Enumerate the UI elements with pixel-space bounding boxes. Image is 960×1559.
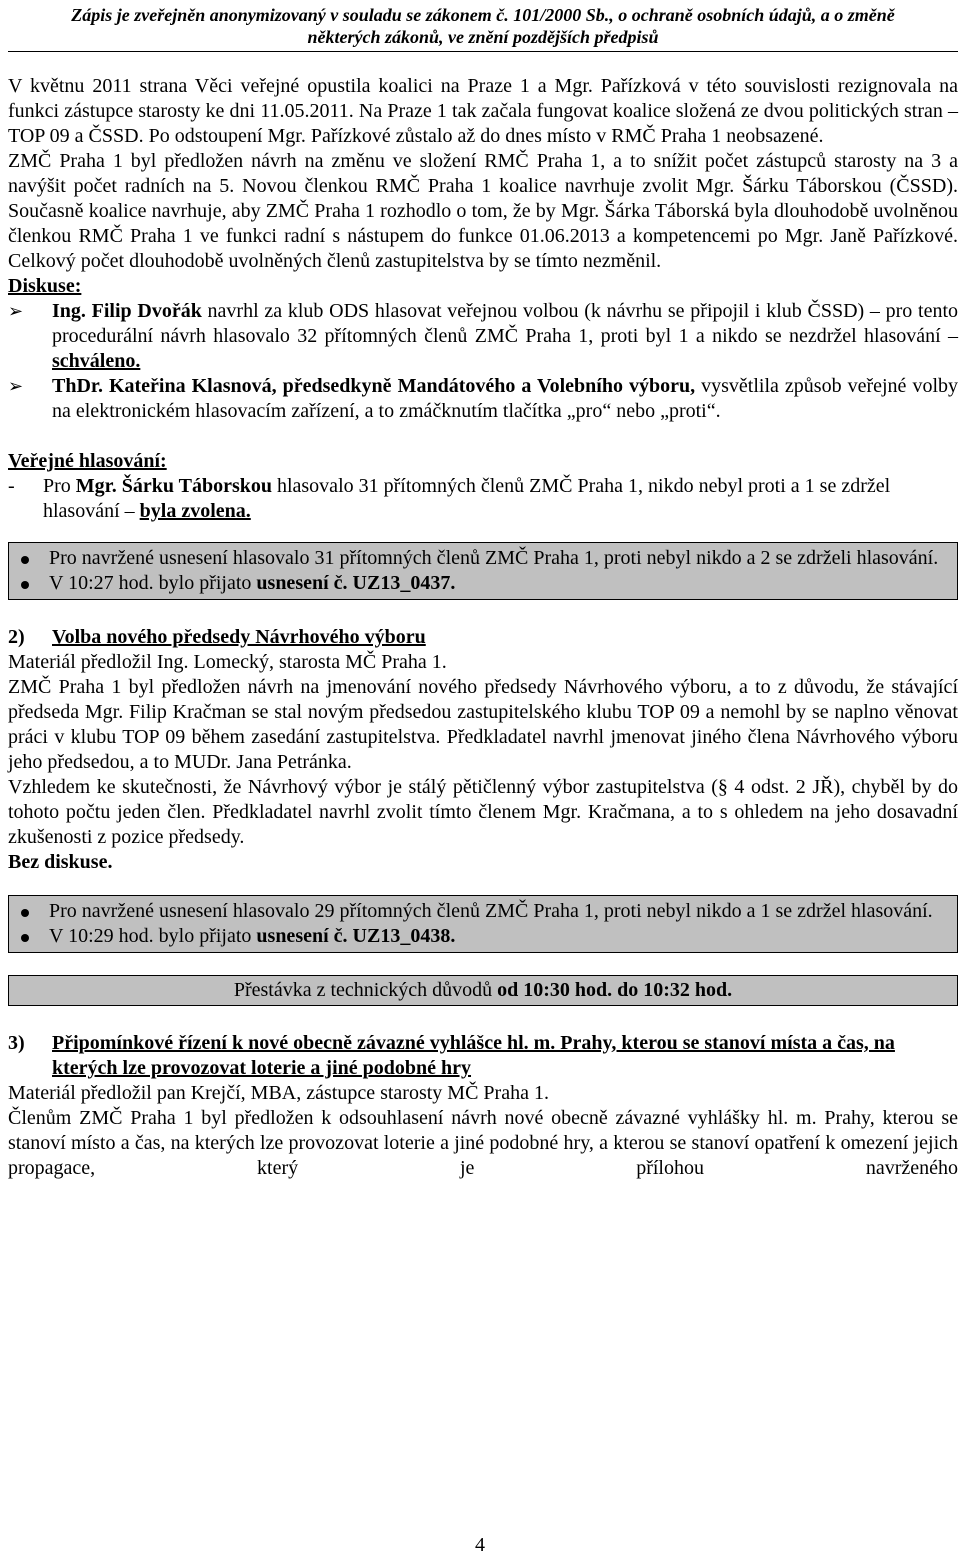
arrow-bullet-icon: ➢ (8, 301, 24, 321)
section-title: Připomínkové řízení k nové obecně závazné vyhlášce hl. m. Prahy, kterou se stanoví místa a čas, na kterých lze provozovat loterie a jiné podobné hry (52, 1032, 895, 1079)
public-vote-list (8, 474, 958, 524)
resolution-number: usnesení č. UZ13_0438. (256, 925, 456, 947)
resolution-item (13, 571, 943, 596)
intro-paragraph-2: ZMČ Praha 1 byl předložen návrh na změnu ve složení RMČ Praha 1, a to snížit počet zástupců starosty na 3 a navýšit počet radních na 5. Novou členkou RMČ Praha 1 koalice navrhuje zvolit Mgr. Šárku Táborskou (ČSSD). Současně koalice navrhuje, aby ZMČ Praha 1 rozhodlo o tom, že by Mgr. Šárka Táborská byla dlouhodobě uvolněnou členkou RMČ Praha 1 ve funkci radní s nástupem do funkce 01.06.2013 a kompetencemi po Mgr. Janě Pařízkové. Celkový počet dlouhodobě uvolněných členů zastupitelstva by se tímto nezměnil. (8, 150, 958, 272)
section-2-heading (8, 625, 958, 650)
section-number: 3) (8, 1032, 25, 1054)
resolution-item (13, 546, 943, 571)
bullet-icon (21, 934, 29, 942)
no-discussion-note: Bez diskuse. (8, 851, 113, 873)
section-3-heading (8, 1031, 958, 1081)
vote-text: hlasovalo 31 přítomných členů ZMČ Praha 1, nikdo nebyl proti a 1 se zdržel hlasování – (43, 475, 891, 522)
resolution-item (13, 899, 943, 924)
candidate-name: Mgr. Šárku Táborskou (75, 475, 272, 497)
page-number: 4 (475, 1534, 485, 1556)
dash-marker: - (8, 475, 15, 497)
resolution-item (13, 924, 943, 949)
discussion-item (8, 299, 958, 374)
header-line-1: Zápis je zveřejněn anonymizovaný v souladu se zákonem č. 101/2000 Sb., o ochraně osobních údajů, a o změně (71, 5, 895, 25)
discussion-heading: Diskuse: (8, 275, 82, 297)
section-2-paragraph: Materiál předložil Ing. Lomecký, starosta MČ Praha 1. (8, 651, 447, 673)
discussion-text: navrhl za klub ODS hlasovat veřejnou volbou (k návrhu se připojil i klub ČSSD) – pro tento procedurální návrh hlasovalo 32 přítomných členů ZMČ Praha 1, proti byl 1 a nikdo se nezdržel hlasování – (52, 300, 959, 347)
vote-result: schváleno. (52, 350, 141, 372)
intro-paragraph-1: V květnu 2011 strana Věci veřejné opustila koalici na Praze 1 a Mgr. Pařízková v této souvislosti rezignovala na funkci zástupce starosty ke dni 11.05.2011. Na Praze 1 tak začala fungovat koalice složená ze dvou politických stran – TOP 09 a ČSSD. Po odstoupení Mgr. Pařízkové zůstalo až do dnes místo v RMČ Praha 1 neobsazené. (8, 75, 958, 147)
bullet-icon (21, 909, 29, 917)
page-header (8, 0, 958, 52)
resolution-box-2 (8, 895, 958, 953)
section-number: 2) (8, 626, 25, 648)
resolution-time-text: V 10:27 hod. bylo přijato (49, 572, 257, 594)
discussion-text: vysvětlila způsob veřejné volby na elektronickém hlasovacím zařízení, a to zmáčknutím tlačítka „pro“ nebo „proti“. (52, 375, 958, 422)
bullet-icon (21, 581, 29, 589)
section-3-paragraph: Materiál předložil pan Krejčí, MBA, zástupce starosty MČ Praha 1. (8, 1082, 549, 1104)
discussion-list (8, 299, 958, 424)
break-notice (8, 975, 958, 1006)
break-time: od 10:30 hod. do 10:32 hod. (497, 979, 733, 1001)
resolution-time-text: V 10:29 hod. bylo přijato (49, 925, 257, 947)
document-page (8, 0, 958, 1181)
arrow-bullet-icon: ➢ (8, 376, 24, 396)
vote-pre: Pro (43, 475, 76, 497)
speaker-name: Ing. Filip Dvořák (52, 300, 202, 322)
vote-result: byla zvolena. (139, 500, 251, 522)
section-2-paragraph: Vzhledem ke skutečnosti, že Návrhový výbor je stálý pětičlenný výbor zastupitelstva (§ 4 odst. 2 JŘ), chyběl by do tohoto počtu jeden člen. Předkladatel navrhl zvolit tímto členem Mgr. Kračmana, a to s ohledem na jeho dosavadní zkušenosti z pozice předsedy. (8, 776, 958, 848)
resolution-number: usnesení č. UZ13_0437. (256, 572, 456, 594)
resolution-vote-text: Pro navržené usnesení hlasovalo 29 přítomných členů ZMČ Praha 1, proti nebyl nikdo a 1 se zdržel hlasování. (49, 900, 933, 922)
resolution-box-1 (8, 542, 958, 600)
section-2-paragraph: ZMČ Praha 1 byl předložen návrh na jmenování nového předsedy Návrhového výboru, a to z důvodu, že stávající předseda Mgr. Filip Kračman se stal novým předsedou zastupitelského klubu TOP 09 a nemohl by se naplno věnovat práci v klubu TOP 09 během zasedání zastupitelstva. Předkladatel navrhl jmenovat jiného člena Návrhového výboru jeho předsedou, a to MUDr. Jana Petránka. (8, 676, 958, 773)
discussion-item (8, 374, 958, 424)
public-vote-item (8, 474, 958, 524)
resolution-vote-text: Pro navržené usnesení hlasovalo 31 přítomných členů ZMČ Praha 1, proti nebyl nikdo a 2 se zdrželi hlasování. (49, 547, 939, 569)
break-text: Přestávka z technických důvodů (233, 979, 498, 1001)
section-3-paragraph: Členům ZMČ Praha 1 byl předložen k odsouhlasení návrh nové obecně závazné vyhlášky hl. m. Prahy, kterou se stanoví místo a čas, na kterých lze provozovat loterie a jiné podobné hry, a kterou se stanoví opatření k omezení jejich propagace, který je přílohou navrženého (8, 1107, 958, 1179)
header-line-2: některých zákonů, ve znění pozdějších předpisů (307, 27, 659, 47)
bullet-icon (21, 556, 29, 564)
speaker-name: ThDr. Kateřina Klasnová, předsedkyně Mandátového a Volebního výboru, (52, 375, 696, 397)
section-title: Volba nového předsedy Návrhového výboru (52, 626, 426, 648)
public-vote-heading: Veřejné hlasování: (8, 450, 167, 472)
